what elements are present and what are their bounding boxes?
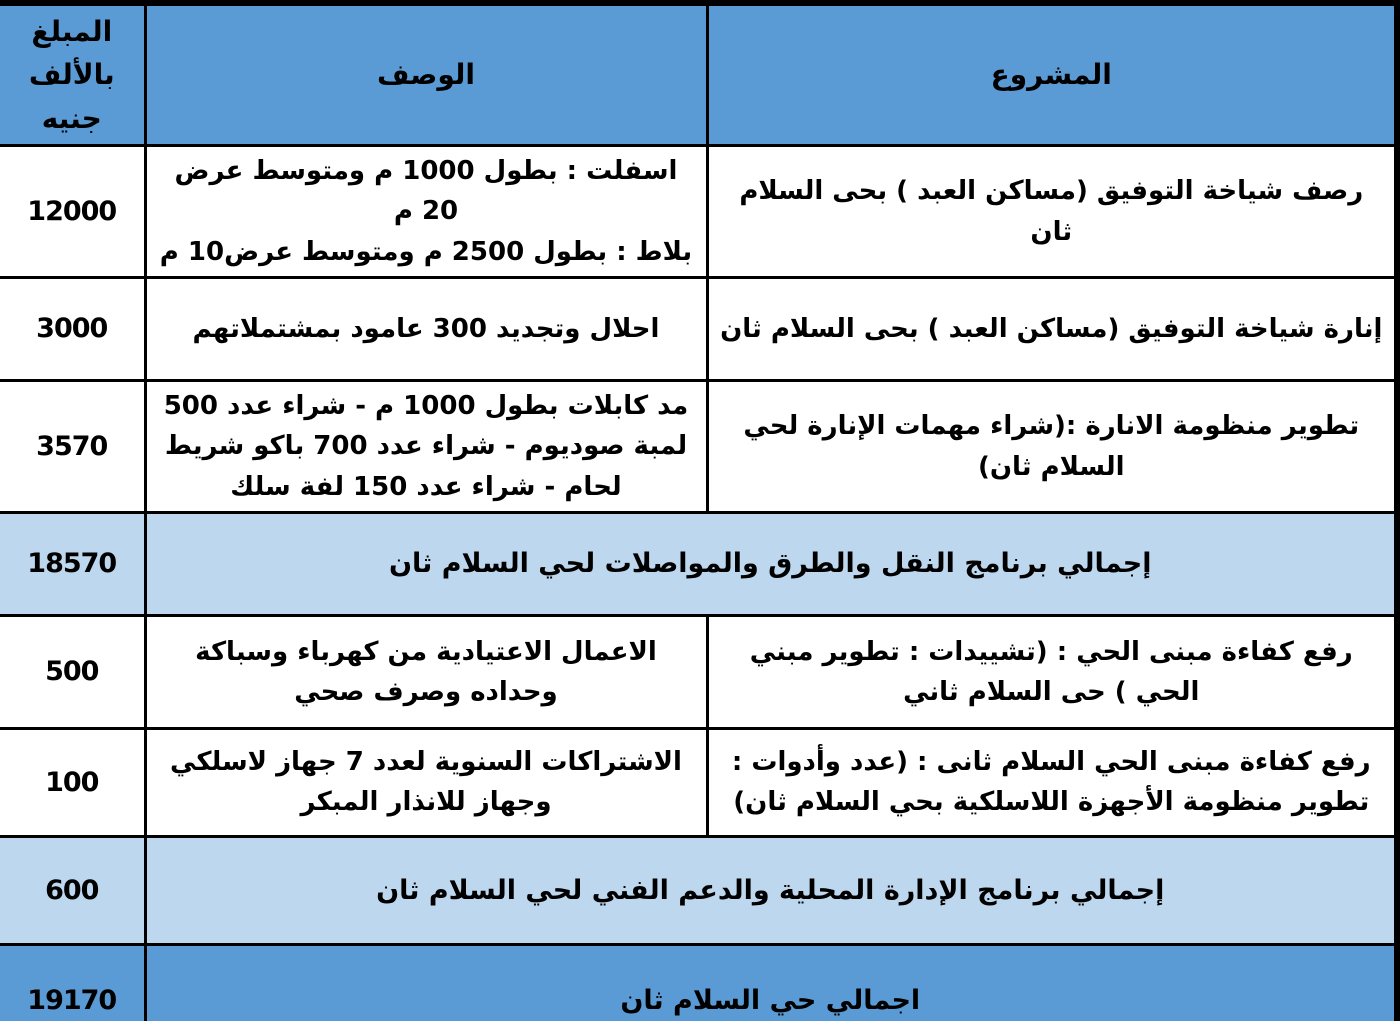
total-amount: 19170: [0, 944, 145, 1021]
table-row: [0, 381, 1397, 513]
subtotal-row: [0, 836, 1397, 944]
total-label: اجمالي حي السلام ثان: [145, 944, 1397, 1021]
cell-amount: 3570: [0, 381, 145, 513]
table-row: [0, 278, 1397, 381]
total-row: [0, 944, 1397, 1021]
cell-project: تطوير منظومة الانارة :(شراء مهمات الإنارة لحي السلام ثان): [707, 381, 1397, 513]
header-description: الوصف: [145, 3, 707, 146]
header-amount: [0, 3, 145, 146]
table-row: [0, 146, 1397, 278]
cell-amount: 3000: [0, 278, 145, 381]
description-line: اسفلت : بطول 1000 م ومتوسط عرض 20 م: [174, 156, 678, 227]
subtotal-label: إجمالي برنامج النقل والطرق والمواصلات لحي السلام ثان: [145, 512, 1397, 615]
header-amount-line1: المبلغ: [31, 15, 113, 48]
header-amount-line2: بالألف جنيه: [28, 58, 115, 135]
subtotal-amount: 18570: [0, 512, 145, 615]
subtotal-amount: 600: [0, 836, 145, 944]
table-row: [0, 615, 1397, 728]
cell-project: رفع كفاءة مبنى الحي السلام ثانى : (عدد وأدوات : تطوير منظومة الأجهزة اللاسلكية بحي السلام ثان): [707, 728, 1397, 836]
cell-amount: 500: [0, 615, 145, 728]
cell-description: احلال وتجديد 300 عامود بمشتملاتهم: [145, 278, 707, 381]
cell-amount: 100: [0, 728, 145, 836]
cell-description: [145, 146, 707, 278]
cell-description: الاعمال الاعتيادية من كهرباء وسباكة وحداده وصرف صحي: [145, 615, 707, 728]
subtotal-label: إجمالي برنامج الإدارة المحلية والدعم الفني لحي السلام ثان: [145, 836, 1397, 944]
header-project: المشروع: [707, 3, 1397, 146]
description-line: بلاط : بطول 2500 م ومتوسط عرض10 م: [159, 236, 693, 267]
cell-description: مد كابلات بطول 1000 م - شراء عدد 500 لمبة صوديوم - شراء عدد 700 باكو شريط لحام - شراء عدد 150 لفة سلك: [145, 381, 707, 513]
cell-project: رصف شياخة التوفيق (مساكن العبد ) بحى السلام ثان: [707, 146, 1397, 278]
table-header-row: [0, 3, 1397, 146]
cell-project: إنارة شياخة التوفيق (مساكن العبد ) بحى السلام ثان: [707, 278, 1397, 381]
cell-description: الاشتراكات السنوية لعدد 7 جهاز لاسلكي وجهاز للانذار المبكر: [145, 728, 707, 836]
table-row: [0, 728, 1397, 836]
cell-amount: 12000: [0, 146, 145, 278]
cell-project: رفع كفاءة مبنى الحي : (تشييدات : تطوير مبني الحي ) حى السلام ثاني: [707, 615, 1397, 728]
subtotal-row: [0, 512, 1397, 615]
